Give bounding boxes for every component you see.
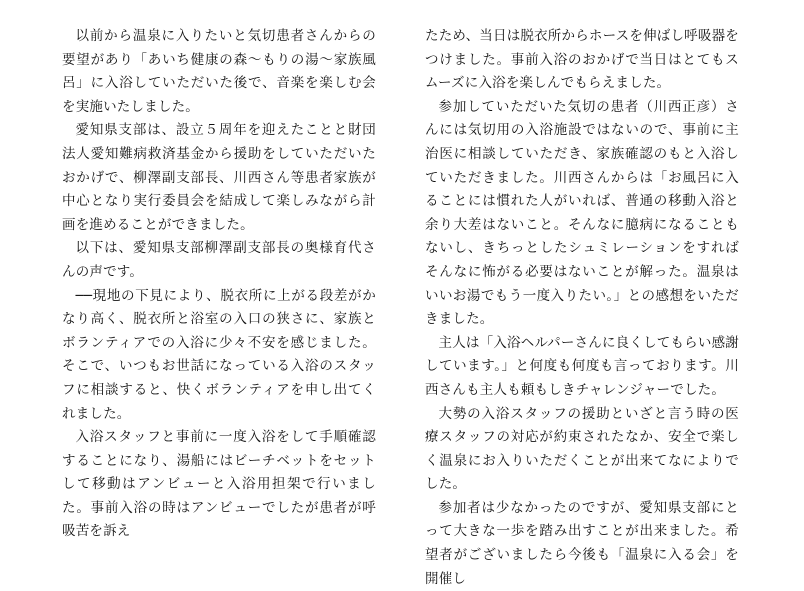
paragraph: 以前から温泉に入りたいと気切患者さんからの要望があり「あいち健康の森〜もりの湯〜家族風呂」に入浴していただいた後で、音楽を楽しむ会を実施いたしました。: [62, 28, 376, 115]
paragraph-continuation: たため、当日は脱衣所からホースを伸ばし呼吸器をつけました。事前入浴のおかげで当日はとてもスムーズに入浴を楽しんでもらえました。: [425, 28, 739, 92]
right-text-column: [425, 25, 739, 591]
paragraph: 参加者は少なかったのですが、愛知県支部にとって大きな一歩を踏み出すことが出来ました。希望者がございましたら今後も「温泉に入る会」を開催し: [425, 499, 739, 587]
paragraph: 参加していただいた気切の患者（川西正彦）さんには気切用の入浴施設ではないので、事前に主治医に相談していただき、家族確認のもと入浴していただきました。川西さんからは「お風呂に入ることには慣れた人がいれば、普通の移動入浴と余り大差はないこと。そんなに臆病になることもないし、きちっとしたシュミレーションをすればそんなに怖がる必要はないことが解った。温泉はいいお湯でもう一度入りたい。」との感想をいただきました。: [425, 98, 739, 328]
paragraph: 主人は「入浴ヘルパーさんに良くしてもらい感謝しています。」と何度も何度も言っております。川西さんも主人も頼もしきチャレンジャーでした。: [425, 334, 739, 398]
paragraph: 以下は、愛知県支部柳澤副支部長の奥様育代さんの声です。: [62, 240, 376, 280]
paragraph: 大勢の入浴スタッフの援助といざと言う時の医療スタッフの対応が約束されたなか、安全で楽しく温泉にお入りいただくことが出来てなによりでした。: [425, 405, 739, 493]
paragraph: ──現地の下見により、脱衣所に上がる段差がかなり高く、脱衣所と浴室の入口の狭さに、家族とボランティアでの入浴に少々不安を感じました。そこで、いつもお世話になっている入浴のスタッフに相談すると、快くボランティアを申し出てくれました。: [62, 287, 376, 422]
paragraph: 愛知県支部は、設立５周年を迎えたことと財団法人愛知難病救済基金から援助をしていただいたおかげで、柳澤副支部長、川西さん等患者家族が中心となり実行委員会を結成して楽しみながら計画を進めることができました。: [62, 122, 376, 233]
left-text-column: [62, 25, 376, 544]
paragraph: 入浴スタッフと事前に一度入浴をして手順確認することになり、湯船にはビーチベットをセットして移動はアンビューと入浴用担架で行いました。事前入浴の時はアンビューでしたが患者が呼吸苦を訴え: [62, 429, 376, 540]
